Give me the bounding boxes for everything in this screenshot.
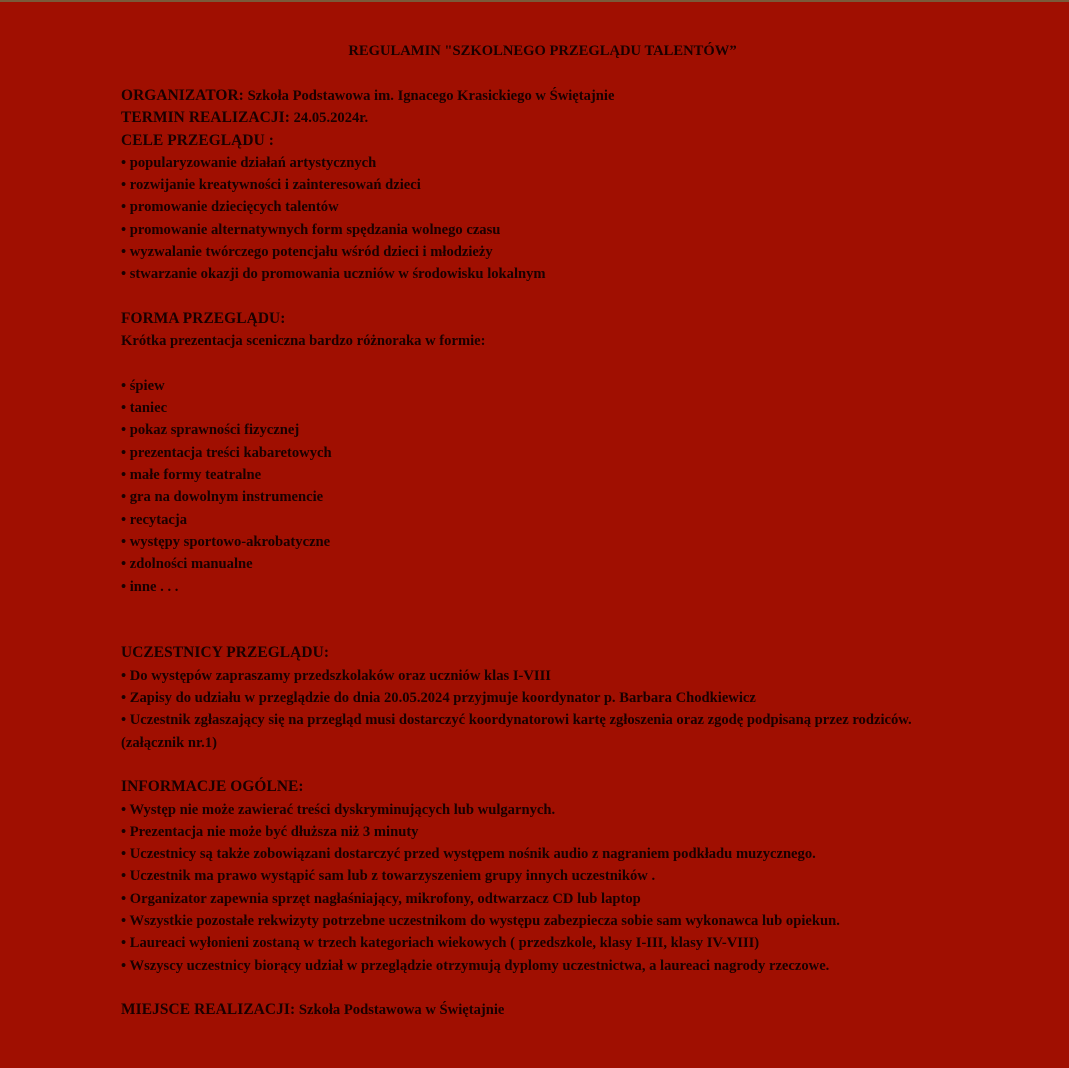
list-item: • zdolności manualne: [121, 556, 253, 573]
list-item: • inne . . .: [121, 578, 179, 595]
list-item: • Do występów zapraszamy przedszkolaków oraz uczniów klas I-VIII: [121, 667, 551, 684]
list-item: • Uczestnik ma prawo wystąpić sam lub z towarzyszeniem grupy innych uczestników .: [121, 868, 656, 885]
top-border: [0, 0, 1069, 2]
list-item: • Wszystkie pozostałe rekwizyty potrzebne uczestnikom do występu zabezpiecza sobie sam wykonawca lub opiekun.: [121, 912, 840, 929]
general-info-list: [121, 799, 941, 977]
venue-value: Szkoła Podstawowa w Świętajnie: [295, 1002, 505, 1019]
form-intro: Krótka prezentacja sceniczna bardzo różnoraka w formie:: [121, 333, 486, 350]
list-item: • promowanie alternatywnych form spędzania wolnego czasu: [121, 221, 501, 238]
venue-label: MIEJSCE REALIZACJI:: [121, 1001, 296, 1019]
goals-list: [121, 152, 941, 286]
list-item: • Występ nie może zawierać treści dyskryminujących lub wulgarnych.: [121, 801, 556, 818]
organizer-label: ORGANIZATOR:: [121, 87, 244, 104]
list-item: • promowanie dziecięcych talentów: [121, 199, 339, 216]
form-heading: FORMA PRZEGLĄDU:: [121, 309, 286, 327]
list-item: • prezentacja treści kabaretowych: [121, 444, 332, 461]
list-item: • śpiew: [121, 377, 165, 394]
list-item: • występy sportowo-akrobatyczne: [121, 533, 331, 550]
document-body: [121, 85, 941, 1021]
page-title: REGULAMIN "SZKOLNEGO PRZEGLĄDU TALENTÓW”: [348, 43, 737, 59]
list-item: • Zapisy do udziału w przeglądzie do dnia 20.05.2024 przyjmuje koordynator p. Barbara Chodkiewicz: [121, 690, 756, 707]
list-item: • pokaz sprawności fizycznej: [121, 422, 300, 439]
list-item: • taniec: [121, 400, 168, 417]
date-label: TERMIN REALIZACJI:: [121, 109, 290, 127]
organizer-line: [121, 85, 941, 107]
venue-line: [121, 999, 941, 1021]
list-item: • stwarzanie okazji do promowania uczniów w środowisku lokalnym: [121, 266, 546, 283]
date-value: 24.05.2024r.: [289, 110, 369, 127]
organizer-value: Szkoła Podstawowa im. Ignacego Krasickiego w Świętajnie: [243, 88, 615, 104]
list-item: • Uczestnicy są także zobowiązani dostarczyć przed występem nośnik audio z nagraniem podkładu muzycznego.: [121, 846, 816, 863]
form-list: [121, 375, 941, 598]
date-line: [121, 107, 941, 129]
general-info-heading: INFORMACJE OGÓLNE:: [121, 778, 304, 796]
list-item: • Uczestnik zgłaszający się na przegląd musi dostarczyć koordynatorowi kartę zgłoszenia oraz zgodę podpisaną przez rodziców. (załącznik nr.1): [121, 712, 912, 751]
list-item: • małe formy teatralne: [121, 467, 262, 484]
list-item: • Organizator zapewnia sprzęt nagłaśniający, mikrofony, odtwarzacz CD lub laptop: [121, 890, 641, 907]
list-item: • Wszyscy uczestnicy biorący udział w przeglądzie otrzymują dyplomy uczestnictwa, a laureaci nagrody rzeczowe.: [121, 957, 830, 974]
list-item: • popularyzowanie działań artystycznych: [121, 154, 377, 171]
list-item: • recytacja: [121, 511, 188, 528]
list-item: • gra na dowolnym instrumencie: [121, 489, 324, 506]
list-item: • wyzwalanie twórczego potencjału wśród dzieci i młodzieży: [121, 244, 493, 261]
list-item: • Laureaci wyłonieni zostaną w trzech kategoriach wiekowych ( przedszkole, klasy I-III, klasy IV-VIII): [121, 935, 760, 952]
participants-list: [121, 665, 941, 754]
list-item: • rozwijanie kreatywności i zainteresowań dzieci: [121, 177, 421, 194]
goals-heading: CELE PRZEGLĄDU :: [121, 131, 274, 149]
participants-heading: UCZESTNICY PRZEGLĄDU:: [121, 644, 330, 662]
list-item: • Prezentacja nie może być dłuższa niż 3 minuty: [121, 823, 419, 840]
